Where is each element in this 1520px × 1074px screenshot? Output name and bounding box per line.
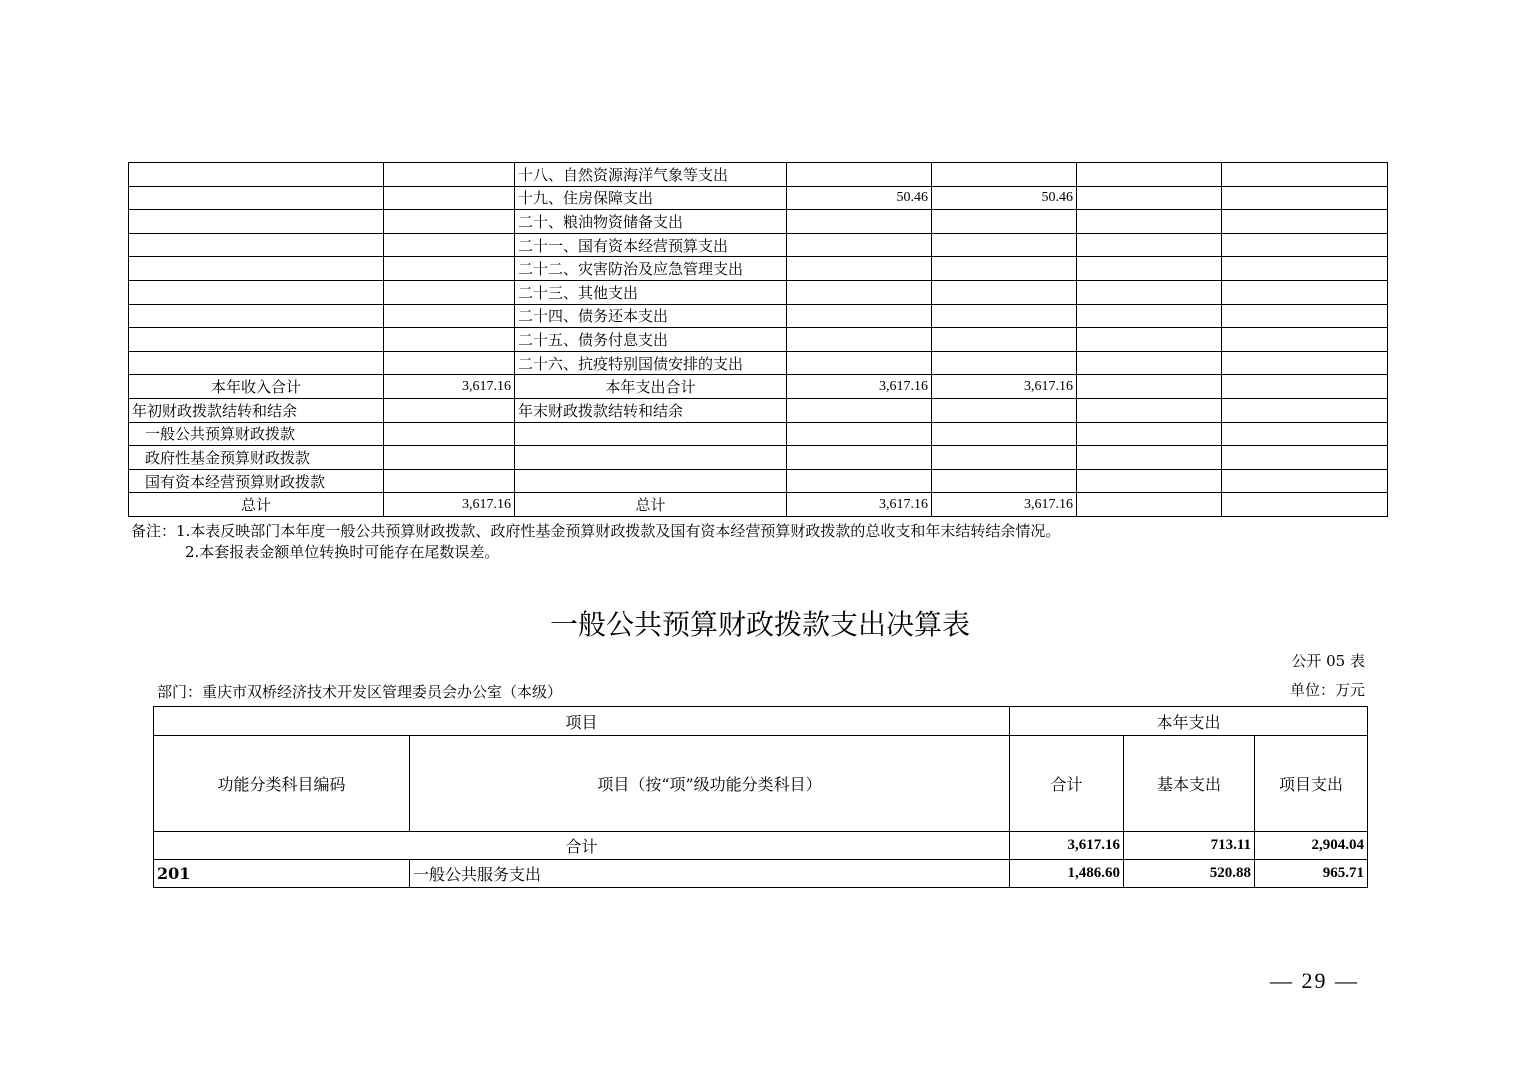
table-row: 一般公共预算财政拨款 — [129, 422, 1388, 446]
unit-label: 单位：万元 — [1289, 681, 1365, 699]
general-budget-expense-table — [153, 706, 1368, 888]
department-label: 部门：重庆市双桥经济技术开发区管理委员会办公室（本级） — [157, 683, 563, 701]
table-row: 国有资本经营预算财政拨款 — [129, 469, 1388, 493]
income-total-label: 本年收入合计 — [129, 375, 384, 399]
table-row: 二十、粮油物资储备支出 — [129, 210, 1388, 234]
page-title: 一般公共预算财政拨款支出决算表 — [549, 608, 970, 641]
header-current-year: 本年支出 — [1010, 707, 1368, 736]
table-row: 二十五、债务付息支出 — [129, 328, 1388, 352]
income-expense-total-row: 本年收入合计 3,617.16 本年支出合计 3,617.16 3,617.16 — [129, 375, 1388, 399]
header-project: 项目 — [154, 707, 1010, 736]
table-row: 二十一、国有资本经营预算支出 — [129, 233, 1388, 257]
header-item: 项目（按“项”级功能分类科目） — [410, 736, 1010, 832]
table-row: 十八、自然资源海洋气象等支出 — [129, 163, 1388, 187]
table-row: 十九、住房保障支出 50.46 50.46 — [129, 186, 1388, 210]
table-row: 二十六、抗疫特别国债安排的支出 — [129, 351, 1388, 375]
table-row: 二十二、灾害防治及应急管理支出 — [129, 257, 1388, 281]
header-project-expense: 项目支出 — [1255, 736, 1368, 832]
grand-total-row: 总计 3,617.16 总计 3,617.16 3,617.16 — [129, 493, 1388, 517]
table-row: 二十三、其他支出 — [129, 280, 1388, 304]
total-row: 合计 3,617.16 713.11 2,904.04 — [154, 832, 1368, 860]
page-number: — 29 — — [1270, 968, 1359, 993]
header-row — [154, 736, 1368, 832]
table-row: 政府性基金预算财政拨款 — [129, 446, 1388, 470]
income-total-value: 3,617.16 — [384, 375, 515, 399]
note-line-2: 2.本套报表金额单位转换时可能存在尾数误差。 — [185, 543, 500, 561]
table-row: 201 一般公共服务支出 1,486.60 520.88 965.71 — [154, 860, 1368, 888]
header-basic: 基本支出 — [1124, 736, 1255, 832]
carry-over-row: 年初财政拨款结转和结余 年末财政拨款结转和结余 — [129, 398, 1388, 422]
expense-total-label: 本年支出合计 — [515, 375, 787, 399]
note-line-1: 备注：1.本表反映部门本年度一般公共预算财政拨款、政府性基金预算财政拨款及国有资本经营预算财政拨款的总收支和年末结转结余情况。 — [131, 522, 1061, 540]
header-row — [154, 707, 1368, 736]
revenue-expense-summary-table — [128, 162, 1388, 517]
table-row: 二十四、债务还本支出 — [129, 304, 1388, 328]
header-code: 功能分类科目编码 — [154, 736, 410, 832]
header-total: 合计 — [1010, 736, 1124, 832]
table-number: 公开 05 表 — [1291, 652, 1365, 670]
